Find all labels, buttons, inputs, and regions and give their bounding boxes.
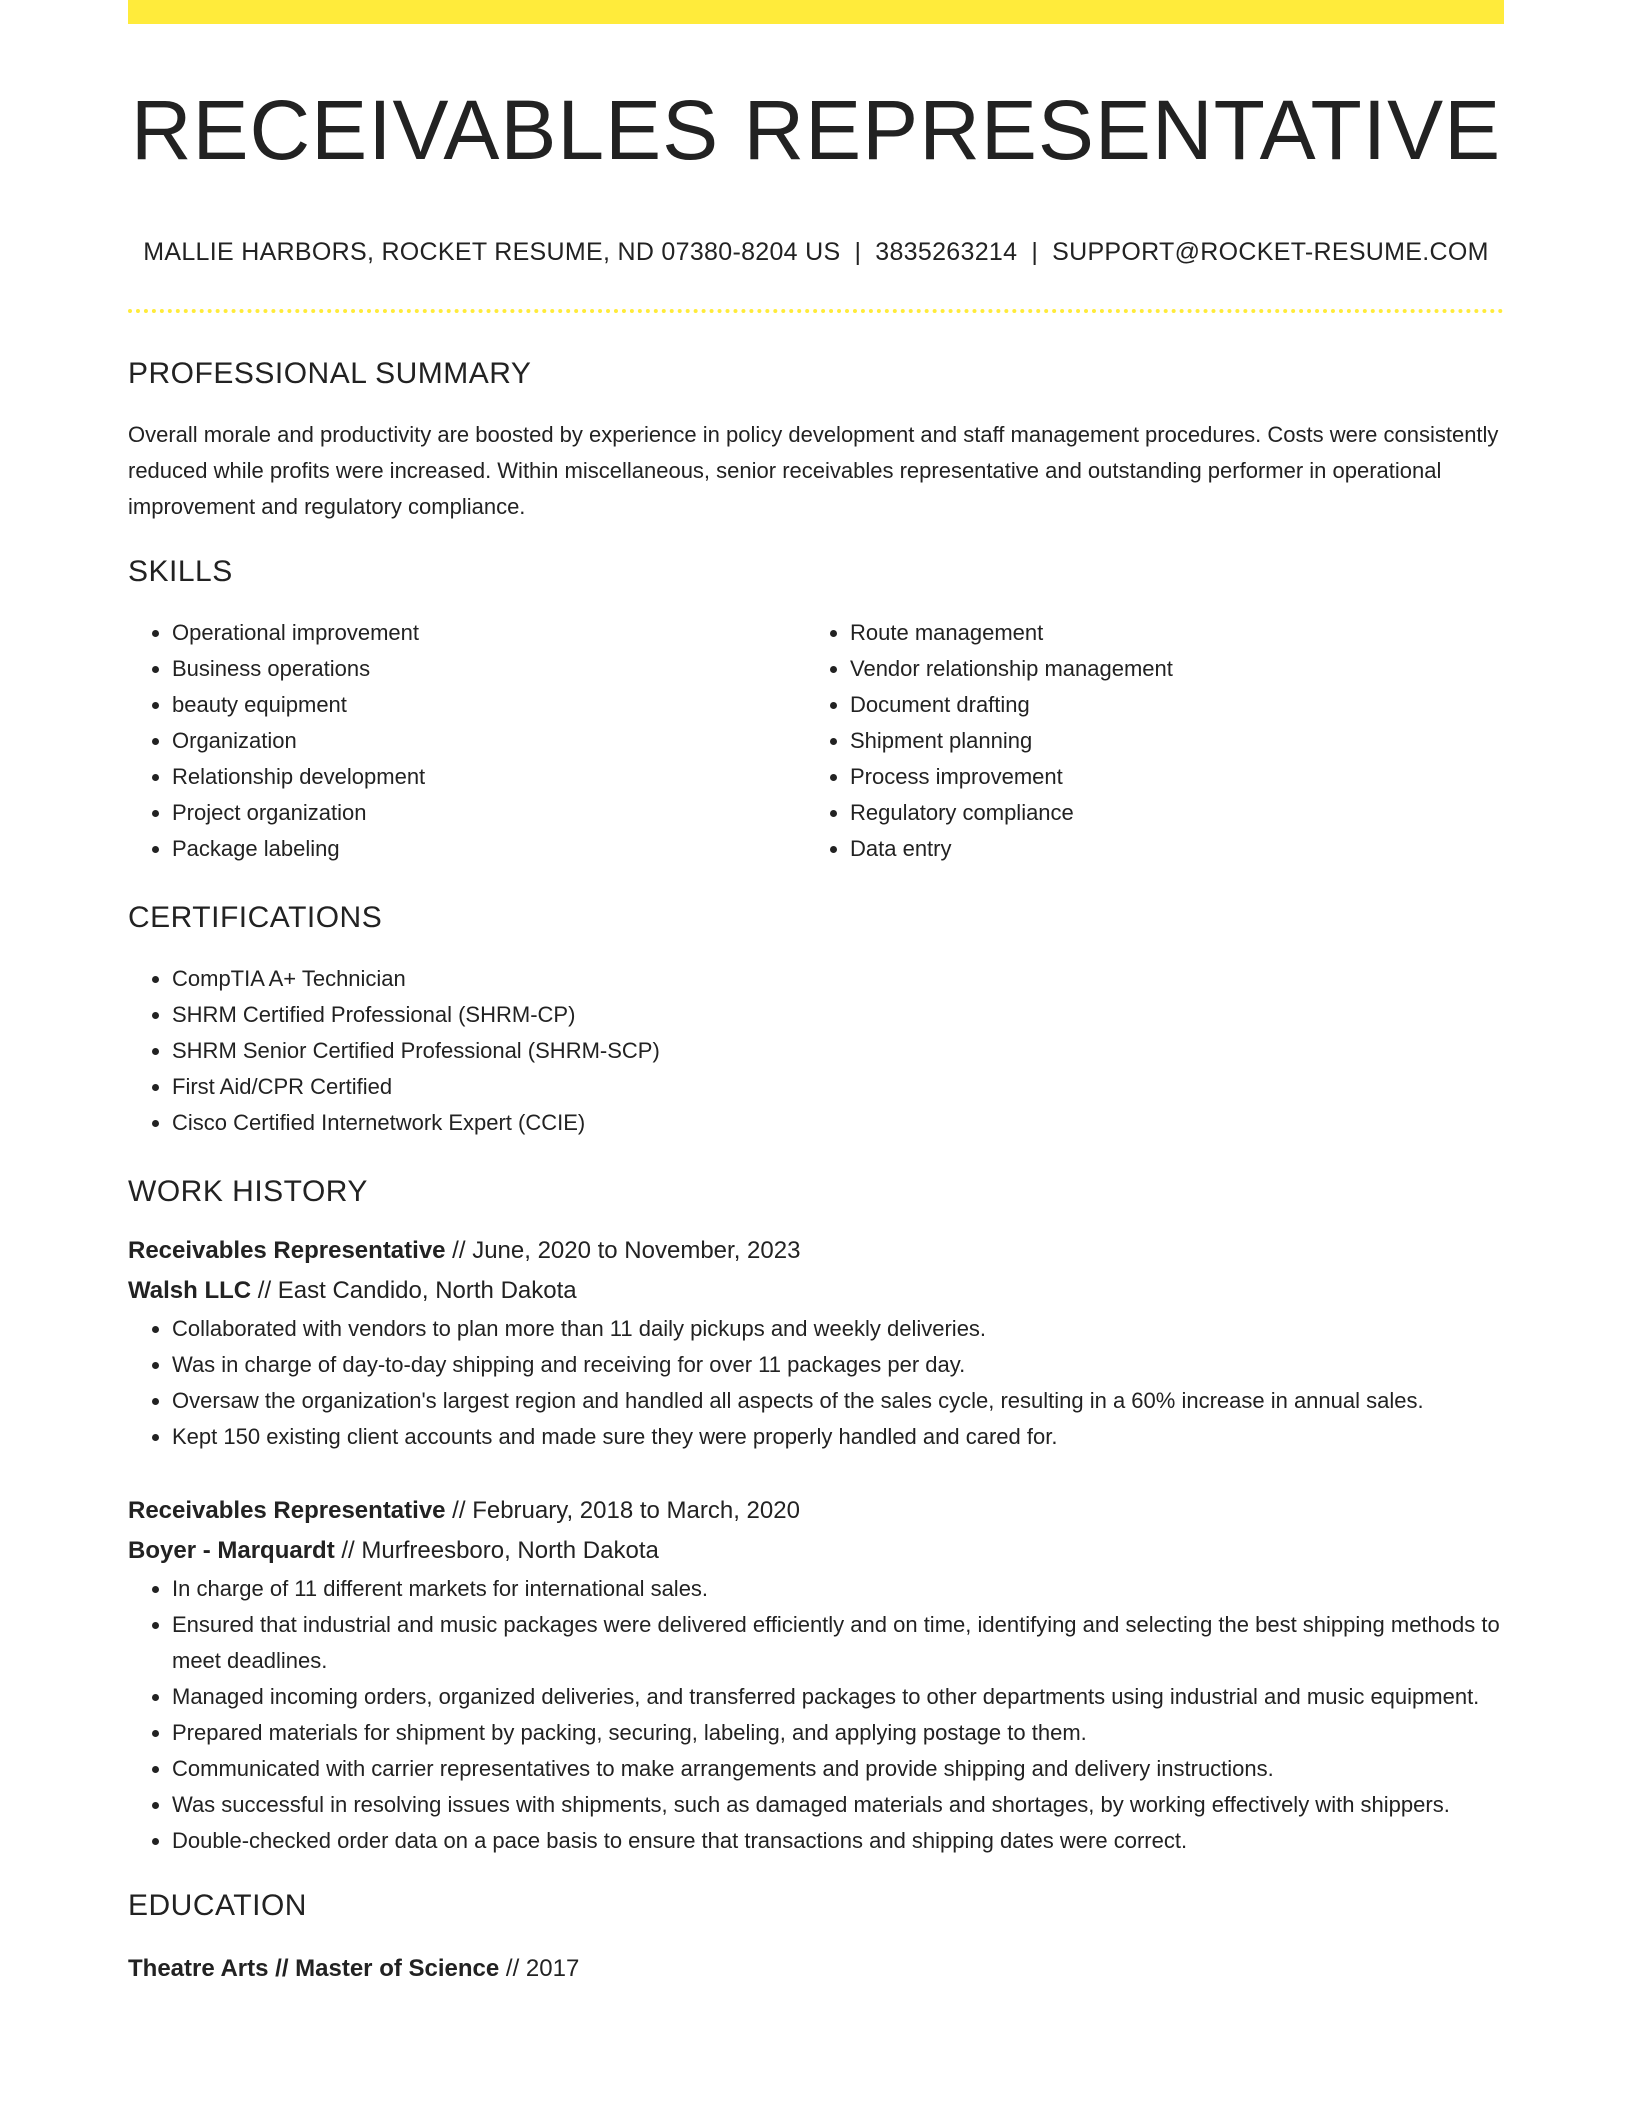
certification-item: • First Aid/CPR Certified <box>172 1069 1504 1105</box>
certification-item: • SHRM Certified Professional (SHRM-CP) <box>172 997 1504 1033</box>
job-entry <box>128 1491 1504 1859</box>
certification-item: • SHRM Senior Certified Professional (SHRM-SCP) <box>172 1033 1504 1069</box>
skill-item: • Operational improvement <box>172 615 806 651</box>
job-bullets <box>128 1571 1504 1859</box>
job-bullet: • Was in charge of day-to-day shipping and receiving for over 11 packages per day. <box>172 1347 1504 1383</box>
job-bullet: • In charge of 11 different markets for international sales. <box>172 1571 1504 1607</box>
job-bullet: • Communicated with carrier representatives to make arrangements and provide shipping and delivery instructions. <box>172 1751 1504 1787</box>
job-bullet: • Oversaw the organization's largest region and handled all aspects of the sales cycle, resulting in a 60% increase in annual sales. <box>172 1383 1504 1419</box>
skills-grid <box>128 615 1504 867</box>
job-title-line <box>128 1231 1504 1271</box>
job-bullet: • Ensured that industrial and music packages were delivered efficiently and on time, identifying and selecting the best shipping methods to meet deadlines. <box>172 1607 1504 1679</box>
skill-item: • Process improvement <box>850 759 1484 795</box>
skills-column-left <box>128 615 806 867</box>
skill-item: • Regulatory compliance <box>850 795 1484 831</box>
job-bullet: • Prepared materials for shipment by packing, securing, labeling, and applying postage to them. <box>172 1715 1504 1751</box>
skills-list-right <box>806 615 1484 867</box>
contact-separator: | <box>1031 238 1039 267</box>
job-company-line <box>128 1531 1504 1571</box>
skills-list-left <box>128 615 806 867</box>
contact-separator: | <box>854 238 862 267</box>
contact-phone: 3835263214 <box>875 238 1018 267</box>
skill-item: • Organization <box>172 723 806 759</box>
job-dates: June, 2020 to November, 2023 <box>472 1237 801 1265</box>
dotted-divider <box>128 309 1504 313</box>
contact-line <box>128 238 1504 267</box>
job-bullet: • Managed incoming orders, organized deliveries, and transferred packages to other departments using industrial and music equipment. <box>172 1679 1504 1715</box>
skill-item: • beauty equipment <box>172 687 806 723</box>
job-title: Receivables Representative <box>128 1497 446 1525</box>
job-separator: // <box>334 1537 362 1565</box>
skills-heading: SKILLS <box>128 555 233 589</box>
certifications-heading: CERTIFICATIONS <box>128 901 383 935</box>
skill-item: • Shipment planning <box>850 723 1484 759</box>
top-accent-bar <box>128 0 1504 24</box>
certifications-list <box>128 961 1504 1141</box>
skill-item: • Business operations <box>172 651 806 687</box>
resume-page <box>128 0 1504 1989</box>
job-entry <box>128 1231 1504 1455</box>
certifications-list-wrap <box>128 961 1504 1141</box>
contact-address: MALLIE HARBORS, ROCKET RESUME, ND 07380-8204 US <box>143 238 841 267</box>
contact-email: SUPPORT@ROCKET-RESUME.COM <box>1052 238 1489 267</box>
education-heading: EDUCATION <box>128 1889 307 1923</box>
skills-column-right <box>806 615 1484 867</box>
education-degree: Theatre Arts // Master of Science <box>128 1955 500 1983</box>
skill-item: • Relationship development <box>172 759 806 795</box>
job-bullet: • Was successful in resolving issues with shipments, such as damaged materials and shortages, by working effectively with shippers. <box>172 1787 1504 1823</box>
certification-item: • CompTIA A+ Technician <box>172 961 1504 997</box>
skill-item: • Package labeling <box>172 831 806 867</box>
skill-item: • Document drafting <box>850 687 1484 723</box>
job-dates: February, 2018 to March, 2020 <box>472 1497 800 1525</box>
education-entry <box>128 1949 1504 1989</box>
skill-item: • Data entry <box>850 831 1484 867</box>
job-title: Receivables Representative <box>128 1237 446 1265</box>
job-company: Walsh LLC <box>128 1277 252 1305</box>
job-bullets <box>128 1311 1504 1455</box>
job-bullet: • Collaborated with vendors to plan more than 11 daily pickups and weekly deliveries. <box>172 1311 1504 1347</box>
job-location: Murfreesboro, North Dakota <box>361 1537 659 1565</box>
job-separator: // <box>445 1497 473 1525</box>
job-bullet: • Double-checked order data on a pace basis to ensure that transactions and shipping dates were correct. <box>172 1823 1504 1859</box>
education-year: 2017 <box>525 1955 580 1983</box>
skill-item: • Vendor relationship management <box>850 651 1484 687</box>
job-separator: // <box>251 1277 278 1305</box>
skill-item: • Route management <box>850 615 1484 651</box>
job-company: Boyer - Marquardt <box>128 1537 335 1565</box>
certification-item: • Cisco Certified Internetwork Expert (CCIE) <box>172 1105 1504 1141</box>
job-title-line <box>128 1491 1504 1531</box>
summary-text: Overall morale and productivity are boosted by experience in policy development and staff management procedures. Costs were consistently reduced while profits were increased. Within miscellaneous, senior receivables representative and outstanding performer in operational improvement and regulatory compliance. <box>128 422 1499 520</box>
job-bullet: • Kept 150 existing client accounts and made sure they were properly handled and cared for. <box>172 1419 1504 1455</box>
job-location: East Candido, North Dakota <box>277 1277 577 1305</box>
summary-heading: PROFESSIONAL SUMMARY <box>128 357 532 391</box>
education-separator: // <box>499 1955 526 1983</box>
resume-title: RECEIVABLES REPRESENTATIVE <box>130 83 1502 177</box>
job-separator: // <box>445 1237 473 1265</box>
skill-item: • Project organization <box>172 795 806 831</box>
job-company-line <box>128 1271 1504 1311</box>
work-history-heading: WORK HISTORY <box>128 1175 368 1209</box>
